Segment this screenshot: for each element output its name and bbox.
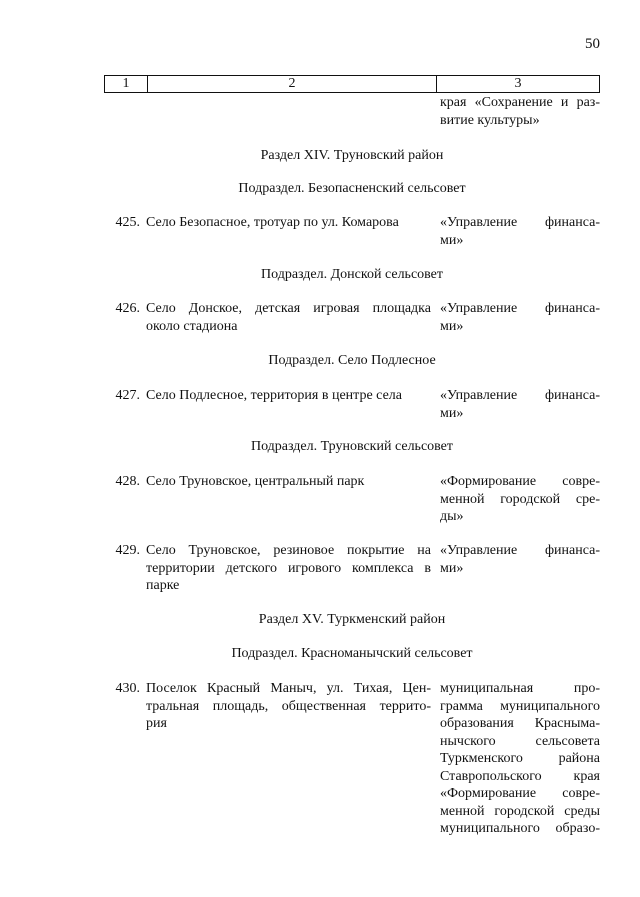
row-number: 429. [115,543,140,558]
prog-line: ды» [440,509,464,524]
prog-line: нычского сельсовета [440,733,600,749]
row-description [146,387,431,405]
desc-line: Село Безопасное, тротуар по ул. Комарова [146,215,399,230]
desc-line: территории детского игрового комплекса в [146,560,431,576]
desc-line: Село Донское, детская игровая площадка [146,301,431,316]
row-description [146,300,431,335]
prog-line: муниципального образо- [440,821,600,836]
row-program [440,214,600,249]
subsection-title: Подраздел. Труновский сельсовет [250,439,454,454]
subsection-title: Подраздел. Село Подлесное [268,353,436,368]
desc-line: Село Подлесное, территория в центре села [146,388,402,403]
prog-line: грамма муниципального [440,698,600,714]
prog-line: ми» [440,318,464,334]
row-description [146,542,431,595]
prog-line: ми» [440,232,464,248]
desc-line: тральная площадь, общественная террито- [146,698,431,714]
prog-line: «Управление финанса- [440,543,600,558]
row-program [440,542,600,577]
column-header-1: 1 [105,76,148,92]
prog-line: «Формирование совре- [440,786,600,801]
subsection-title: Подраздел. Красноманычский сельсовет [231,646,473,661]
row-program [440,680,600,838]
prog-line: ми» [440,560,464,576]
desc-line: парке [146,578,180,593]
subsection-title: Подраздел. Безопасненский сельсовет [238,181,466,196]
prog-line: Ставропольского края [440,768,600,784]
row-description [146,680,431,733]
row-description [146,473,431,491]
prog-line: «Управление финанса- [440,215,600,230]
prog-line: Туркменского района [440,751,600,766]
column-header-3: 3 [514,76,522,91]
column-header-row [104,75,600,93]
desc-line: Село Труновское, центральный парк [146,474,365,489]
prog-line: менной городской сре- [440,491,600,507]
desc-line: рия [146,716,167,731]
subsection-title: Подраздел. Донской сельсовет [260,267,444,282]
row-number: 428. [115,474,140,489]
row-program [440,387,600,422]
desc-line: Село Труновское, резиновое покрытие на [146,543,431,558]
carryover-program [440,94,600,129]
row-program [440,300,600,335]
row-program [440,473,600,526]
row-number: 430. [115,681,140,696]
desc-line: около стадиона [146,318,238,334]
column-header-2: 2 [148,76,437,92]
row-number: 427. [115,388,140,403]
desc-line: Поселок Красный Маныч, ул. Тихая, Цен- [146,681,431,696]
carryover-line: края «Сохранение и раз- [440,95,600,110]
section-title: Раздел XV. Туркменский район [258,612,446,627]
row-description [146,214,431,232]
prog-line: «Управление финанса- [440,388,600,403]
page-number: 50 [585,36,600,52]
prog-line: ми» [440,405,464,421]
row-number: 426. [115,301,140,316]
prog-line: «Управление финанса- [440,301,600,316]
prog-line: образования Красныма- [440,716,600,731]
section-title: Раздел XIV. Труновский район [260,148,444,163]
prog-line: муниципальная про- [440,681,600,696]
prog-line: «Формирование совре- [440,474,600,489]
prog-line: менной городской среды [440,803,600,819]
carryover-line: витие культуры» [440,112,540,128]
row-number: 425. [115,215,140,230]
